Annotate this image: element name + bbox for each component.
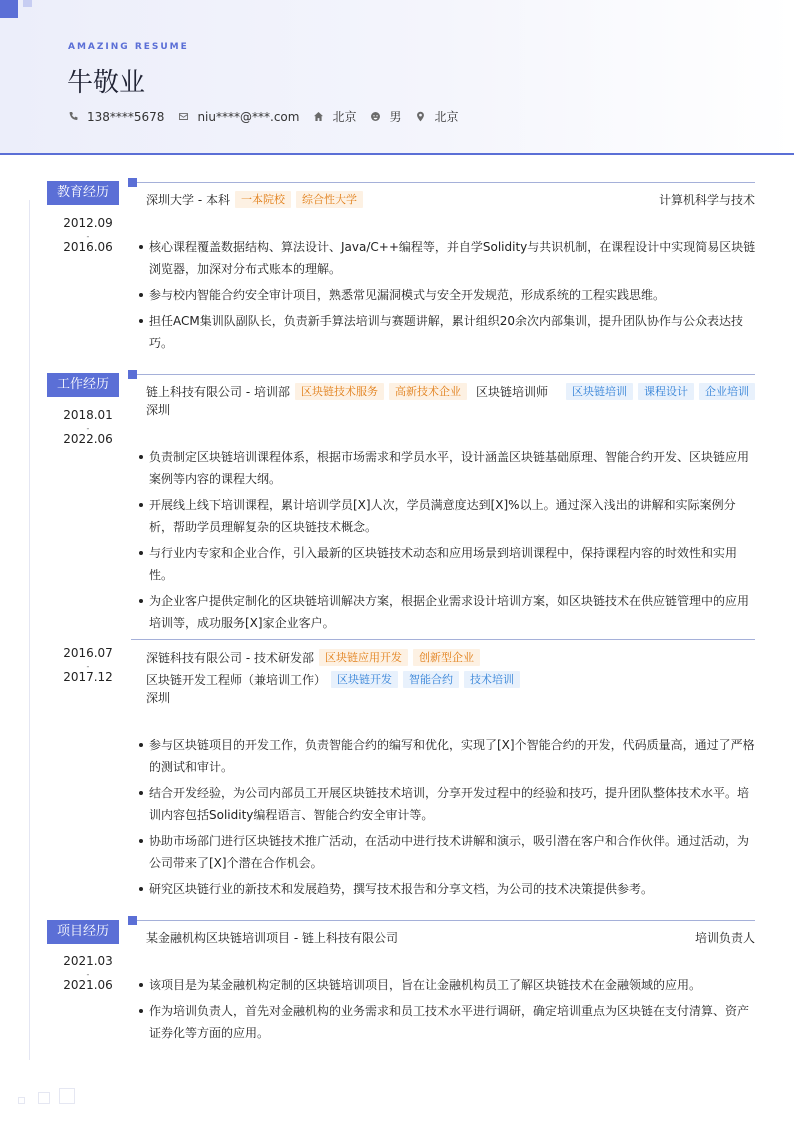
role-tag: 智能合约 bbox=[403, 671, 459, 688]
section-divider bbox=[137, 374, 755, 375]
job2-company: 深链科技有限公司 - 技术研发部 bbox=[146, 651, 314, 665]
section-divider bbox=[137, 920, 755, 921]
footer-decoration bbox=[18, 1097, 25, 1104]
contact-location-text: 北京 bbox=[434, 110, 459, 124]
list-item: 作为培训负责人，首先对金融机构的业务需求和员工技术水平进行调研，确定培训重点为区块链在支付清算、资产证券化等方面的应用。 bbox=[137, 1000, 757, 1044]
job2-header-row bbox=[146, 649, 755, 666]
section-title-education: 教育经历 bbox=[47, 181, 119, 205]
section-marker bbox=[128, 370, 137, 379]
contact-bar bbox=[68, 108, 473, 125]
list-item: 为企业客户提供定制化的区块链培训解决方案，根据企业需求设计培训方案，如区块链技术在供应链管理中的应用培训等，成功服务[X]家企业客户。 bbox=[137, 590, 757, 634]
role-tag: 区块链开发 bbox=[331, 671, 398, 688]
list-item: 核心课程覆盖数据结构、算法设计、Java/C++编程等，并自学Solidity与共识机制，在课程设计中实现简易区块链浏览器，加深对分布式账本的理解。 bbox=[137, 236, 757, 280]
job2-start-date: 2016.07 bbox=[63, 646, 113, 660]
job1-bullets bbox=[137, 446, 757, 638]
corner-decoration bbox=[0, 0, 18, 18]
section-divider bbox=[137, 182, 755, 183]
major: 计算机科学与技术 bbox=[658, 193, 755, 207]
school-tag: 一本院校 bbox=[235, 191, 291, 208]
project-end-date: 2021.06 bbox=[63, 978, 113, 992]
contact-home-text: 北京 bbox=[332, 110, 357, 124]
role-tag: 技术培训 bbox=[464, 671, 520, 688]
candidate-name: 牛敬业 bbox=[67, 68, 146, 98]
section-title-project: 项目经历 bbox=[47, 920, 119, 944]
contact-phone bbox=[68, 110, 164, 124]
list-item: 参与校内智能合约安全审计项目，熟悉常见漏洞模式与安全开发规范，形成系统的工程实践思维。 bbox=[137, 284, 757, 306]
company-tag: 高新技术企业 bbox=[389, 383, 467, 400]
date-separator: - bbox=[86, 662, 90, 671]
section-marker bbox=[128, 916, 137, 925]
mail-icon bbox=[178, 111, 189, 122]
job-divider bbox=[131, 639, 755, 640]
resume-tagline: AMAZING RESUME bbox=[68, 42, 189, 52]
date-separator: - bbox=[86, 424, 90, 433]
contact-email-text: niu****@***.com bbox=[197, 109, 300, 124]
footer-decoration bbox=[59, 1088, 75, 1104]
job1-header-row bbox=[146, 383, 755, 400]
footer-decoration bbox=[38, 1092, 50, 1104]
job1-company: 链上科技有限公司 - 培训部 bbox=[146, 385, 290, 399]
contact-gender bbox=[370, 108, 401, 125]
education-end-date: 2016.06 bbox=[63, 240, 113, 254]
contact-home bbox=[313, 108, 356, 125]
job2-end-date: 2017.12 bbox=[63, 670, 113, 684]
section-marker bbox=[128, 178, 137, 187]
job2-bullets bbox=[137, 734, 757, 904]
job2-role: 区块链开发工程师（兼培训工作） bbox=[146, 673, 327, 687]
list-item: 开展线上线下培训课程，累计培训学员[X]人次，学员满意度达到[X]%以上。通过深入浅出的讲解和实际案例分析，帮助学员理解复杂的区块链技术概念。 bbox=[137, 494, 757, 538]
role-tag: 课程设计 bbox=[638, 383, 694, 400]
job2-city: 深圳 bbox=[146, 691, 171, 705]
list-item: 担任ACM集训队副队长，负责新手算法培训与赛题讲解，累计组织20余次内部集训，提升团队协作与公众表达技巧。 bbox=[137, 310, 757, 354]
list-item: 与行业内专家和企业合作，引入最新的区块链技术动态和应用场景到培训课程中，保持课程内容的时效性和实用性。 bbox=[137, 542, 757, 586]
company-tag: 创新型企业 bbox=[413, 649, 480, 666]
corner-decoration-small bbox=[23, 0, 32, 7]
school-tag: 综合性大学 bbox=[296, 191, 363, 208]
list-item: 研究区块链行业的新技术和发展趋势，撰写技术报告和分享文档，为公司的技术决策提供参考。 bbox=[137, 878, 757, 900]
job1-role: 区块链培训师 bbox=[475, 385, 548, 399]
role-tag: 企业培训 bbox=[699, 383, 755, 400]
date-separator: - bbox=[86, 232, 90, 241]
project-role: 培训负责人 bbox=[694, 931, 755, 945]
role-tag: 区块链培训 bbox=[566, 383, 633, 400]
phone-icon bbox=[68, 111, 79, 122]
education-bullets bbox=[137, 236, 757, 358]
date-separator: - bbox=[86, 970, 90, 979]
project-bullets bbox=[137, 974, 757, 1048]
contact-phone-text: 138****5678 bbox=[87, 109, 165, 124]
section-title-work: 工作经历 bbox=[47, 373, 119, 397]
project-name: 某金融机构区块链培训项目 - 链上科技有限公司 bbox=[146, 931, 398, 945]
resume-header bbox=[0, 0, 794, 155]
project-header-row bbox=[146, 929, 755, 946]
list-item: 结合开发经验，为公司内部员工开展区块链技术培训，分享开发过程中的经验和技巧，提升团队整体技术水平。培训内容包括Solidity编程语言、智能合约安全审计等。 bbox=[137, 782, 757, 826]
job2-role-row bbox=[146, 671, 755, 688]
list-item: 负责制定区块链培训课程体系，根据市场需求和学员水平，设计涵盖区块链基础原理、智能合约开发、区块链应用案例等内容的课程大纲。 bbox=[137, 446, 757, 490]
timeline-line bbox=[29, 200, 30, 1060]
list-item: 协助市场部门进行区块链技术推广活动，在活动中进行技术讲解和演示，吸引潜在客户和合作伙伴。通过活动，为公司带来了[X]个潜在合作机会。 bbox=[137, 830, 757, 874]
project-start-date: 2021.03 bbox=[63, 954, 113, 968]
contact-location bbox=[415, 108, 458, 125]
job1-start-date: 2018.01 bbox=[63, 408, 113, 422]
contact-email bbox=[178, 110, 299, 124]
school-name: 深圳大学 - 本科 bbox=[146, 193, 230, 207]
education-start-date: 2012.09 bbox=[63, 216, 113, 230]
education-header-row bbox=[146, 191, 755, 208]
job1-city: 深圳 bbox=[146, 403, 171, 417]
job1-end-date: 2022.06 bbox=[63, 432, 113, 446]
company-tag: 区块链技术服务 bbox=[295, 383, 384, 400]
list-item: 该项目是为某金融机构定制的区块链培训项目，旨在让金融机构员工了解区块链技术在金融领域的应用。 bbox=[137, 974, 757, 996]
list-item: 参与区块链项目的开发工作，负责智能合约的编写和优化，实现了[X]个智能合约的开发，代码质量高，通过了严格的测试和审计。 bbox=[137, 734, 757, 778]
company-tag: 区块链应用开发 bbox=[319, 649, 408, 666]
gender-icon bbox=[370, 111, 381, 122]
home-icon bbox=[313, 111, 324, 122]
location-icon bbox=[415, 111, 426, 122]
contact-gender-text: 男 bbox=[389, 110, 402, 124]
